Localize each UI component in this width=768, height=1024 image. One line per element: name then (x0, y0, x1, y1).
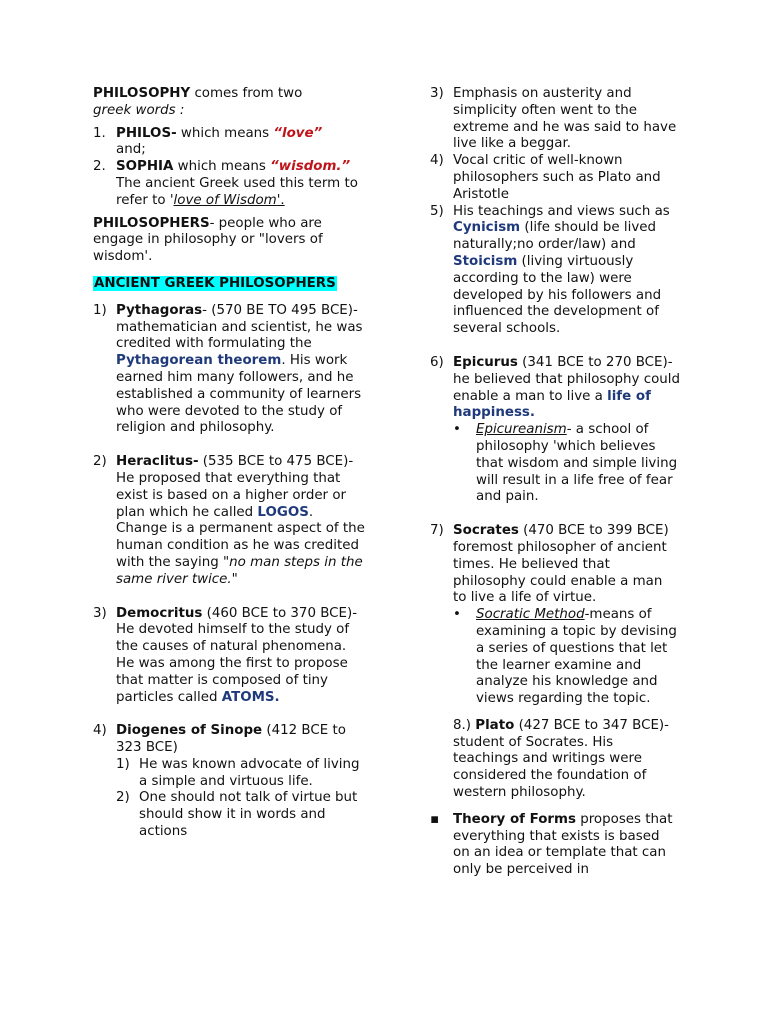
bullet-icon: • (453, 422, 461, 438)
diogenes-point-4: 4) Vocal critic of well-known philosophers such as Plato and Aristotle (430, 153, 661, 202)
diogenes-point-1: 1) He was known advocate of living a simple and virtuous life. (116, 756, 360, 789)
diogenes-point-5: 5) His teachings and views such as Cynicism (life should be lived naturally;no order/law) and Stoicism (living virtuously according to the law) were developed by his followers and influenced the development of several schools. (430, 203, 670, 337)
philosopher-socrates: 7) Socrates (470 BCE to 399 BCE) foremost philosopher of ancient times. He believed that philosophy could enable a man to live a life of virtue. • Socratic Method-means of examining a topic by devising a series of questions that let the learner examine and analyze his knowledge and views regarding the topic. (430, 523, 680, 708)
term-philosophy: PHILOSOPHY (93, 86, 191, 101)
diogenes-point-2: 2) One should not talk of virtue but should show it in words and actions (116, 790, 358, 840)
philosopher-pythagoras: 1) Pythagoras- (570 BE TO 495 BCE)- mathematician and scientist, he was credited with formulating the Pythagorean theorem. His work earned him many followers, and he established a community of learners who were devoted to the study of religion and philosophy. (93, 302, 363, 436)
intro-paragraph: PHILOSOPHY comes from two greek words : (93, 86, 303, 118)
philosopher-diogenes: 4) Diogenes of Sinope (412 BCE to 323 BCE) 1) He was known advocate of living a simple and virtuous life. 2) One should not talk of virtue but should show it in words and actions (93, 723, 368, 841)
diogenes-point-3: 3) Emphasis on austerity and simplicity often went to the extreme and he was said to have live like a beggar. (430, 86, 677, 152)
philosopher-democritus: 3) Democritus (460 BCE to 370 BCE)- He devoted himself to the study of the causes of natural phenomena. He was among the first to propose that matter is composed of tiny particles called ATOMS. (93, 605, 358, 705)
philosopher-epicurus: 6) Epicurus (341 BCE to 270 BCE)- he believed that philosophy could enable a man to live a life of happiness. • Epicureanism- a school of philosophy 'which believes that wisdom and simple living will result in a life free of fear and pain. (430, 354, 680, 505)
theory-of-forms: ▪ Theory of Forms proposes that everything that exists is based on an idea or template that can only be perceived in (430, 811, 673, 878)
left-column (93, 86, 368, 841)
epicureanism-bullet: • Epicureanism- a school of philosophy 'which believes that wisdom and simple living will result in a life free of fear and pain. (453, 422, 678, 505)
philosophers-definition: PHILOSOPHERS- people who are engage in philosophy or "lovers of wisdom'. (93, 215, 323, 265)
section-heading: ANCIENT GREEK PHILOSOPHERS (94, 275, 336, 291)
root-sophia: 2. SOPHIA which means “wisdom.” The ancient Greek used this term to refer to 'love of Wisdom'. (93, 159, 358, 208)
right-column (430, 86, 680, 879)
square-bullet-icon: ▪ (430, 811, 440, 827)
philosopher-heraclitus: 2) Heraclitus- (535 BCE to 475 BCE)- He proposed that everything that exist is based on a higher order or plan which he called LOGOS. Change is a permanent aspect of the human condition as he was credited with the saying "no man steps in the same river twice." (93, 454, 365, 587)
socratic-method-bullet: • Socratic Method-means of examining a topic by devising a series of questions that let the learner examine and analyze his knowledge and views regarding the topic. (453, 607, 677, 707)
philosopher-plato: 8.) Plato (427 BCE to 347 BCE)- student of Socrates. His teachings and writings were considered the foundation of western philosophy. (453, 717, 669, 801)
bullet-icon: • (453, 607, 461, 623)
root-philos: 1. PHILOS- which means “love” and; (93, 125, 323, 158)
